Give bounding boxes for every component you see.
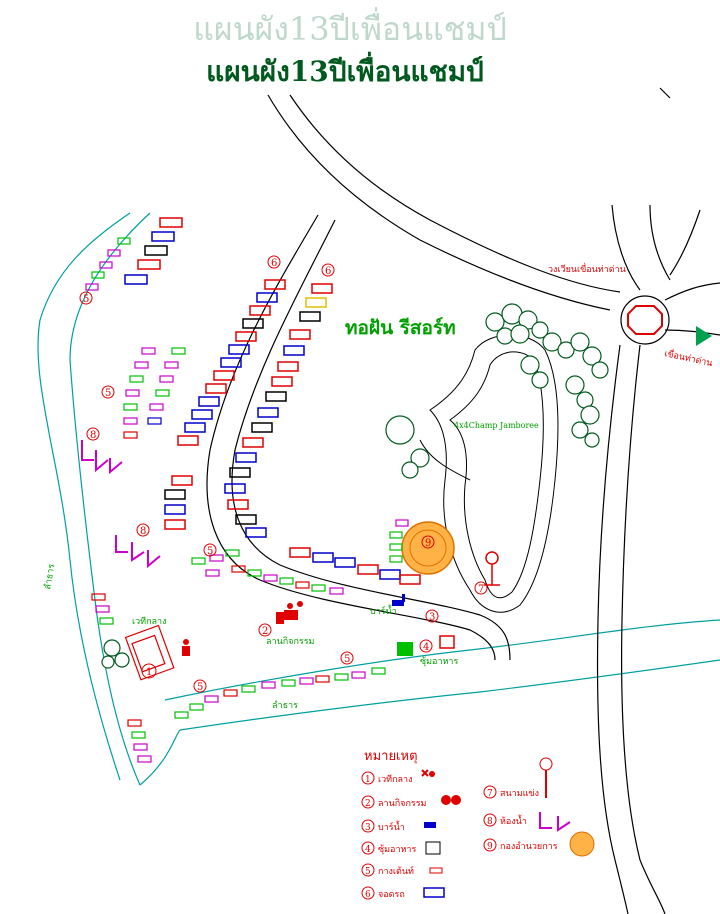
roundabout-label: วงเวียนเขื่อนท่าด่าน (548, 265, 626, 275)
svg-text:สนามแข่ง: สนามแข่ง (500, 789, 539, 799)
activity-people-icon (182, 601, 303, 656)
stage-label: เวทีกลาง (132, 617, 167, 627)
legend-item-2 (362, 795, 461, 809)
zone-marker-8-north (87, 428, 99, 441)
legend-item-9 (484, 832, 594, 856)
page-title: แผนผัง13ปีเพื่อนแชมป์ (206, 55, 484, 88)
zone-marker-7 (475, 582, 487, 595)
parking-northwest (125, 218, 182, 284)
svg-text:ลานกิจกรรม: ลานกิจกรรม (378, 799, 427, 809)
road-network (207, 88, 720, 914)
tents-center (192, 550, 343, 594)
svg-text:2: 2 (262, 626, 269, 637)
zone-marker-6-west (268, 256, 280, 269)
svg-text:5: 5 (105, 388, 112, 399)
zone-marker-5-sw (194, 680, 206, 693)
jamboree-label: 4x4Champ Jamboree (454, 421, 539, 430)
svg-text:กางเต้นท์: กางเต้นท์ (378, 867, 414, 877)
zone-marker-5-south (341, 652, 353, 665)
zone-marker-3 (426, 610, 438, 623)
svg-text:6: 6 (325, 266, 332, 277)
legend-item-3 (362, 820, 436, 833)
svg-text:3: 3 (429, 612, 436, 623)
resort-name-label: ทอฝัน รีสอร์ท (345, 317, 456, 339)
svg-text:1: 1 (146, 667, 153, 678)
svg-text:5: 5 (83, 294, 90, 305)
svg-text:6: 6 (271, 258, 278, 269)
svg-text:4: 4 (365, 845, 371, 855)
stream-label-south: ลำธาร (272, 701, 298, 711)
svg-text:บาร์น้ำ: บาร์น้ำ (378, 823, 405, 833)
toilets-north (82, 440, 122, 472)
zone-marker-2 (259, 624, 271, 637)
zone-marker-8-south (137, 524, 149, 537)
zone-marker-5-w (102, 386, 114, 399)
svg-text:6: 6 (365, 890, 371, 900)
svg-text:5: 5 (365, 867, 371, 877)
legend-item-5 (362, 864, 442, 877)
roundabout (621, 296, 669, 344)
zone-marker-4 (420, 640, 432, 653)
race-tower-icon (484, 552, 500, 585)
legend-item-8 (484, 812, 570, 830)
svg-text:8: 8 (487, 817, 493, 827)
dam-label: เขื่อนท่าด่าน (663, 349, 714, 370)
svg-text:1: 1 (365, 775, 371, 785)
svg-text:ซุ้มอาหาร: ซุ้มอาหาร (378, 845, 417, 855)
svg-text:5: 5 (207, 546, 214, 557)
svg-text:9: 9 (425, 538, 432, 549)
dam-direction-arrow-icon (696, 326, 712, 346)
stream-label-west: ลำธาร (43, 563, 58, 591)
svg-text:7: 7 (487, 789, 493, 799)
tents-west (124, 348, 185, 438)
legend-item-6 (362, 887, 444, 900)
svg-text:7: 7 (478, 584, 485, 595)
zone-marker-6-east (322, 264, 334, 277)
legend-item-7 (484, 758, 552, 799)
legend-title: หมายเหตุ (364, 749, 418, 764)
stream-network (38, 213, 720, 785)
svg-text:5: 5 (344, 654, 351, 665)
toilets-south (116, 535, 160, 566)
svg-text:2: 2 (365, 799, 371, 809)
legend-item-4 (362, 842, 440, 855)
svg-text:8: 8 (140, 526, 147, 537)
svg-text:5: 5 (197, 682, 204, 693)
food-stall-label: ซุ้มอาหาร (420, 657, 459, 667)
activity-area-label: ลานกิจกรรม (266, 637, 315, 647)
legend (362, 749, 594, 900)
parking-south (290, 548, 420, 584)
svg-text:เวทีกลาง: เวทีกลาง (378, 775, 413, 785)
svg-text:4: 4 (423, 642, 430, 653)
svg-text:จอดรถ: จอดรถ (378, 890, 405, 900)
page-title-shadow: แผนผัง13ปีเพื่อนแชมป์ (193, 10, 507, 48)
svg-text:ห้องน้ำ: ห้องน้ำ (500, 817, 527, 827)
svg-text:9: 9 (487, 842, 493, 852)
legend-item-1 (362, 770, 435, 785)
svg-text:8: 8 (90, 430, 97, 441)
bar-label: บาร์น้ำ (370, 607, 397, 617)
tree-cluster-stage (102, 640, 129, 668)
svg-text:3: 3 (365, 823, 371, 833)
parking-row-east (225, 284, 332, 537)
svg-text:กองอำนวยการ: กองอำนวยการ (500, 842, 558, 852)
